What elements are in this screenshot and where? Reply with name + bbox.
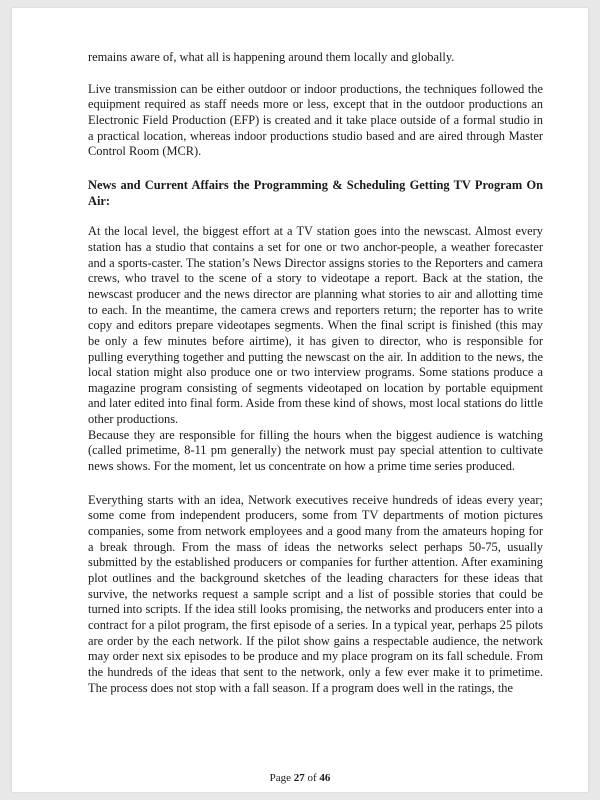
section-heading: News and Current Affairs the Programming & Scheduling Getting TV Program On Air: xyxy=(88,177,543,208)
footer-total-pages: 46 xyxy=(319,772,331,784)
page-footer xyxy=(12,772,588,784)
paragraph-local-newscast: At the local level, the biggest effort at a TV station goes into the newscast. Almost every station has a studio that contains a set for one or two anchor-people, a weather forecaster and a sports-caster. The station’s News Director assigns stories to the Reporters and camera crews, who travel to the scene of a story to videotape a report. Back at the station, the newscast producer and the news director are planning what stories to air and allotting time to each. In the meantime, the camera crews and reporters return; the reporter has to write copy and editors prepare videotapes segments. When the final script is finished (this may be only a few minutes before airtime), it has given to director, who is responsible for pulling everything together and putting the newscast on the air. In addition to the news, the local station might also produce one or two interview programs. Some stations produce a magazine program consisting of segments videotaped on location by portable equipment and later edited into final form. Aside from these kind of shows, most local stations do little other productions. xyxy=(88,224,543,427)
paragraph-continuation: remains aware of, what all is happening around them locally and globally. xyxy=(88,50,455,64)
footer-of-word: of xyxy=(307,772,317,784)
page-body xyxy=(88,50,543,696)
document-page xyxy=(12,8,588,792)
paragraph-live-transmission: Live transmission can be either outdoor or indoor productions, the techniques followed the equipment required as staff needs more or less, except that in the outdoor productions an Electronic Field Production (EFP) is created and it take place outside of a formal studio in a practical location, whereas indoor productions studio based and are aired through Master Control Room (MCR). xyxy=(88,81,543,159)
paragraph-primetime: Because they are responsible for filling the hours when the biggest audience is watching (called primetime, 8-11 pm generally) the network must pay special attention to cultivate news shows. For the moment, let us concentrate on how a prime time series produced. xyxy=(88,427,543,474)
footer-page-number: 27 xyxy=(293,772,305,784)
paragraph-ideas: Everything starts with an idea, Network executives receive hundreds of ideas every year; some come from independent producers, some from TV departments of motion pictures companies, some from network employees and a good many from the amateurs hoping for a break through. From the mass of ideas the networks select perhaps 50-75, usually submitted by the established producers or companies for further attention. After examining plot outlines and the background sketches of the leading characters for these ideas that survive, the networks request a sample script and a list of possible stories that could be turned into scripts. If the idea still looks promising, the networks and producers enter into a contract for a pilot program, the first episode of a series. In a typical year, perhaps 25 pilots are order by the each network. If the pilot show gains a respectable audience, the network may order next six episodes to be produce and my place program on its fall schedule. From the hundreds of the ideas that sent to the network, only a few ever make it to primetime. The process does not stop with a fall season. If a program does well in the ratings, the xyxy=(88,492,543,695)
footer-page-word: Page xyxy=(269,772,291,784)
